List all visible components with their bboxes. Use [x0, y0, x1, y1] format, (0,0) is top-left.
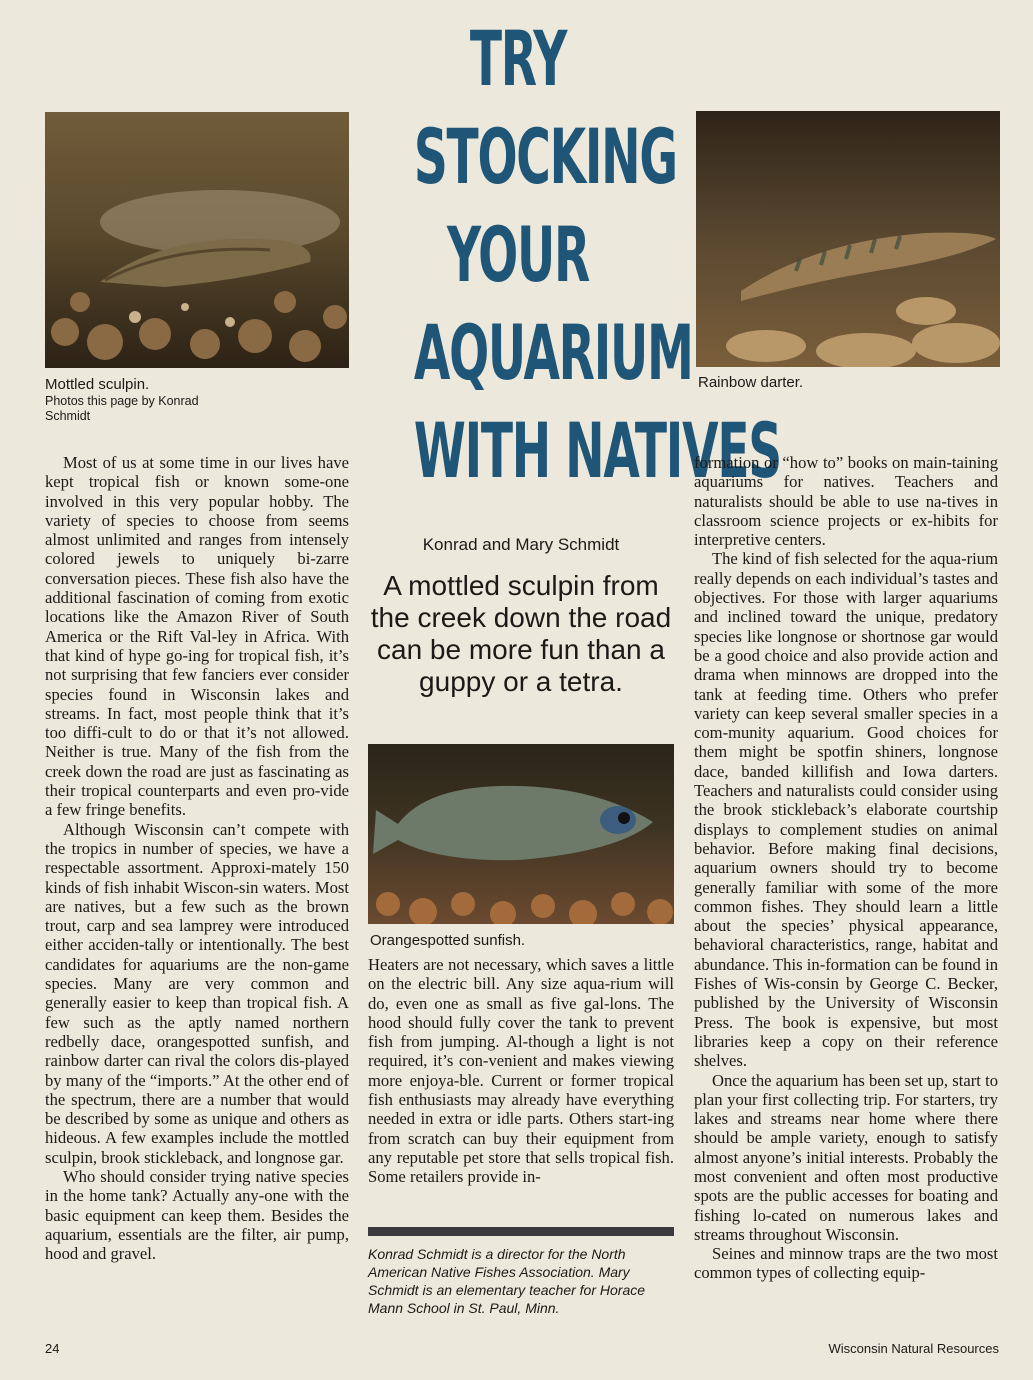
mottled-sculpin-photo [45, 112, 349, 368]
paragraph: Who should consider trying native species in the home tank? Actually any-one with the basic equipment can keep them. Besides the aquarium, essentials are the filter, air pump, hood and gravel. [45, 1166, 349, 1264]
paragraph: The kind of fish selected for the aqua-rium really depends on each individual’s tastes and objectives. For those with larger aquariums and inclined toward the unique, predatory species like longnose or shortnose gar would be a good choice and also provide action and drama when minnows are dropped into the tank at feeding time. Others who prefer variety can keep several smaller species in a com-munity aquarium. Good choices for them might be spotfin shiners, longnose dace, banded killifish and Iowa darters. Teachers and naturalists could consider using the brook stickleback’s elaborate courtship displays to complement studies on animal behavior. Before making final decisions, aquarium owners should try to become generally familiar with some of the more common fishes. They should learn a little about the species’ physical appearance, behavioral characteristics, range, habitat and abundance. This in-formation can be found in Fishes of Wis-consin by George C. Becker, published by the University of Wisconsin Press. The book is expensive, but most libraries keep a copy on their reference shelves. [694, 549, 998, 1071]
deck-subtitle: A mottled sculpin from the creek down the road can be more fun than a guppy or a tetra. [370, 570, 672, 697]
sunfish-caption: Orangespotted sunfish. [370, 932, 526, 949]
photo-credit: Photos this page by Konrad Schmidt [45, 394, 199, 423]
title-line: STOCKING [413, 112, 677, 201]
paragraph: Although Wisconsin can’t compete with the tropics in number of species, we have a respectable assortment. Approxi-mately 150 kinds of fish inhabit Wiscon-sin waters. Most are natives, but a few such as the brown trout, carp and sea lamprey were introduced either acciden-tally or intentionally. The best candidates for aquariums are the non-game species. Many are very common and generally easier to keep than tropical fish. A few such as the aptly named northern redbelly dace, orangespotted sunfish, and rainbow darter can rival the colors dis-played by many of the “imports.” At the other end of the spectrum, there are a number that would be described by some as unique and others as hideous. A few examples include the mottled sculpin, brook stickleback, and longnose gar. [45, 819, 349, 1167]
byline: Konrad and Mary Schmidt [422, 535, 620, 554]
author-bio: Konrad Schmidt is a director for the North American Native Fishes Association. Mary Schmidt is an elementary teacher for Horace Mann School in St. Paul, Minn. [368, 1246, 646, 1316]
title-line: TRY [469, 14, 567, 103]
paragraph: Heaters are not necessary, which saves a little on the electric bill. Any size aqua-rium will do, even one as small as five gal-lons. The hood should fully cover the tank to prevent fish from jumping. Al-though a light is not required, it’s con-venient and makes viewing more enjoya-ble. Current or former tropical fish enthusiasts may already have everything needed in extra or idle parts. Others start-ing from scratch can buy their equipment from any reputable pet store that sells tropical fish. Some retailers provide in- [368, 955, 674, 1187]
orangespotted-sunfish-photo [368, 744, 674, 924]
middle-column [368, 955, 674, 1187]
sculpin-caption: Mottled sculpin. [45, 376, 150, 393]
title-line: YOUR [446, 210, 590, 299]
paragraph: Most of us at some time in our lives have kept tropical fish or known some-one involved in this very popular hobby. The variety of species to choose from seems almost unlimited and ranges from intensely colored jewels to uniquely bi-zarre conversation pieces. These fish also have the additional fascination of coming from exotic locations like the Amazon River of South America or the Rift Val-ley in Africa. With that kind of hype go-ing for tropical fish, it’s not surprising that few fanciers ever consider species found in Wisconsin lakes and streams. In fact, most people think that it’s too diffi-cult to do or that it’s not allowed. Neither is true. Many of the fish from the creek down the road are just as fascinating as their tropical counterparts and even pro-vide a few fringe benefits. [45, 453, 349, 820]
darter-caption: Rainbow darter. [698, 374, 804, 391]
title-line: WITH NATIVES [413, 406, 781, 495]
title-line: AQUARIUM [413, 308, 693, 397]
paragraph: Seines and minnow traps are the two most common types of collecting equip- [694, 1244, 998, 1283]
rainbow-darter-photo [696, 111, 1000, 367]
right-column [694, 453, 998, 1283]
paragraph: formation or “how to” books on main-taining aquariums for natives. Teachers and naturalists should be able to use na-tives in classroom science projects or ex-hibits for interpretive centers. [694, 453, 998, 550]
paragraph: Once the aquarium has been set up, start to plan your first collecting trip. For starters, try lakes and streams near home where there should be ample variety, enough to satisfy almost anyone’s initial interests. Probably the most convenient and often most productive spots are the public accesses for boating and fishing lo-cated on numerous lakes and streams throughout Wisconsin. [694, 1070, 998, 1244]
publication-name: Wisconsin Natural Resources [828, 1341, 999, 1356]
left-column [45, 453, 349, 1263]
divider-rule [368, 1227, 674, 1236]
page-number: 24 [45, 1341, 60, 1356]
